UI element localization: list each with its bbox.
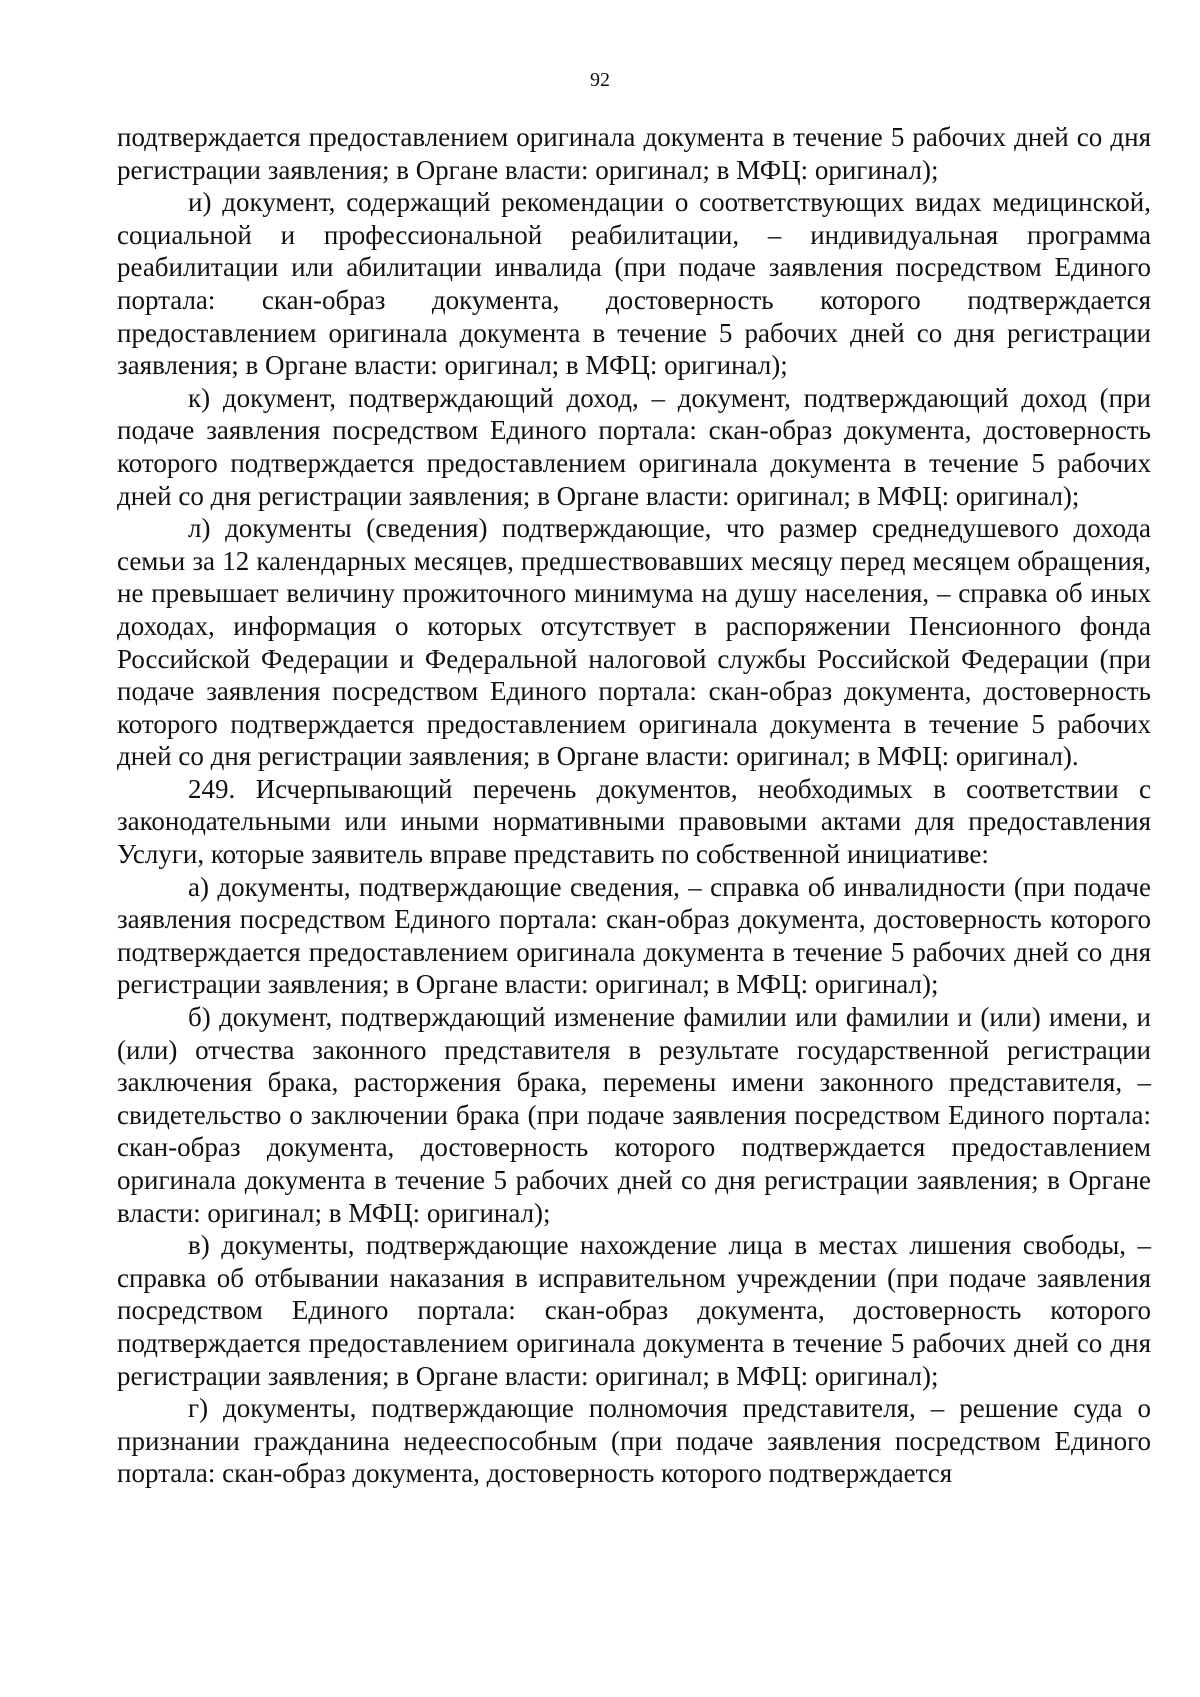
paragraph-249: 249. Исчерпывающий перечень документов, необходимых в соответствии с законодательными или иными нормативными правовыми актами для предоставления Услуги, которые заявитель вправе представить по собственной инициативе: [117, 773, 1151, 870]
paragraph-item-b: б) документ, подтверждающий изменение фамилии или фамилии и (или) имени, и (или) отчества законного представителя в результате государственной регистрации заключения брака, расторжения брака, перемены имени законного представителя, – свидетельство о заключении брака (при подаче заявления посредством Единого портала: скан-образ документа, достоверность которого подтверждается предоставлением оригинала документа в течение 5 рабочих дней со дня регистрации заявления; в Органе власти: оригинал; в МФЦ: оригинал); [117, 1002, 1151, 1228]
page-number: 92 [590, 69, 610, 91]
paragraph-continuation: подтверждается предоставлением оригинала документа в течение 5 рабочих дней со дня регистрации заявления; в Органе власти: оригинал; в МФЦ: оригинал); [117, 122, 1151, 185]
paragraph-item-i: и) документ, содержащий рекомендации о соответствующих видах медицинской, социальной и профессиональной реабилитации, – индивидуальная программа реабилитации или абилитации инвалида (при подаче заявления посредством Единого портала: скан-образ документа, достоверность которого подтверждается предоставлением оригинала документа в течение 5 рабочих дней со дня регистрации заявления; в Органе власти: оригинал; в МФЦ: оригинал); [117, 187, 1151, 381]
paragraph-item-v: в) документы, подтверждающие нахождение лица в местах лишения свободы, – справка об отбывании наказания в исправительном учреждении (при подаче заявления посредством Единого портала: скан-образ документа, достоверность которого подтверждается предоставлением оригинала документа в течение 5 рабочих дней со дня регистрации заявления; в Органе власти: оригинал; в МФЦ: оригинал); [117, 1230, 1151, 1391]
document-body [117, 121, 1151, 1490]
paragraph-item-k: к) документ, подтверждающий доход, – документ, подтверждающий доход (при подаче заявления посредством Единого портала: скан-образ документа, достоверность которого подтверждается предоставлением оригинала документа в течение 5 рабочих дней со дня регистрации заявления; в Органе власти: оригинал; в МФЦ: оригинал); [117, 382, 1151, 511]
paragraph-item-g: г) документы, подтверждающие полномочия представителя, – решение суда о признании гражданина недееспособным (при подаче заявления посредством Единого портала: скан-образ документа, достоверность которого подтверждается [117, 1393, 1151, 1489]
paragraph-item-l: л) документы (сведения) подтверждающие, что размер среднедушевого дохода семьи за 12 календарных месяцев, предшествовавших месяцу перед месяцем обращения, не превышает величину прожиточного минимума на душу населения, – справка об иных доходах, информация о которых отсутствует в распоряжении Пенсионного фонда Российской Федерации и Федеральной налоговой службы Российской Федерации (при подаче заявления посредством Единого портала: скан-образ документа, достоверность которого подтверждается предоставлением оригинала документа в течение 5 рабочих дней со дня регистрации заявления; в Органе власти: оригинал; в МФЦ: оригинал). [117, 513, 1151, 772]
paragraph-item-a: а) документы, подтверждающие сведения, – справка об инвалидности (при подаче заявления посредством Единого портала: скан-образ документа, достоверность которого подтверждается предоставлением оригинала документа в течение 5 рабочих дней со дня регистрации заявления; в Органе власти: оригинал; в МФЦ: оригинал); [117, 871, 1151, 1000]
